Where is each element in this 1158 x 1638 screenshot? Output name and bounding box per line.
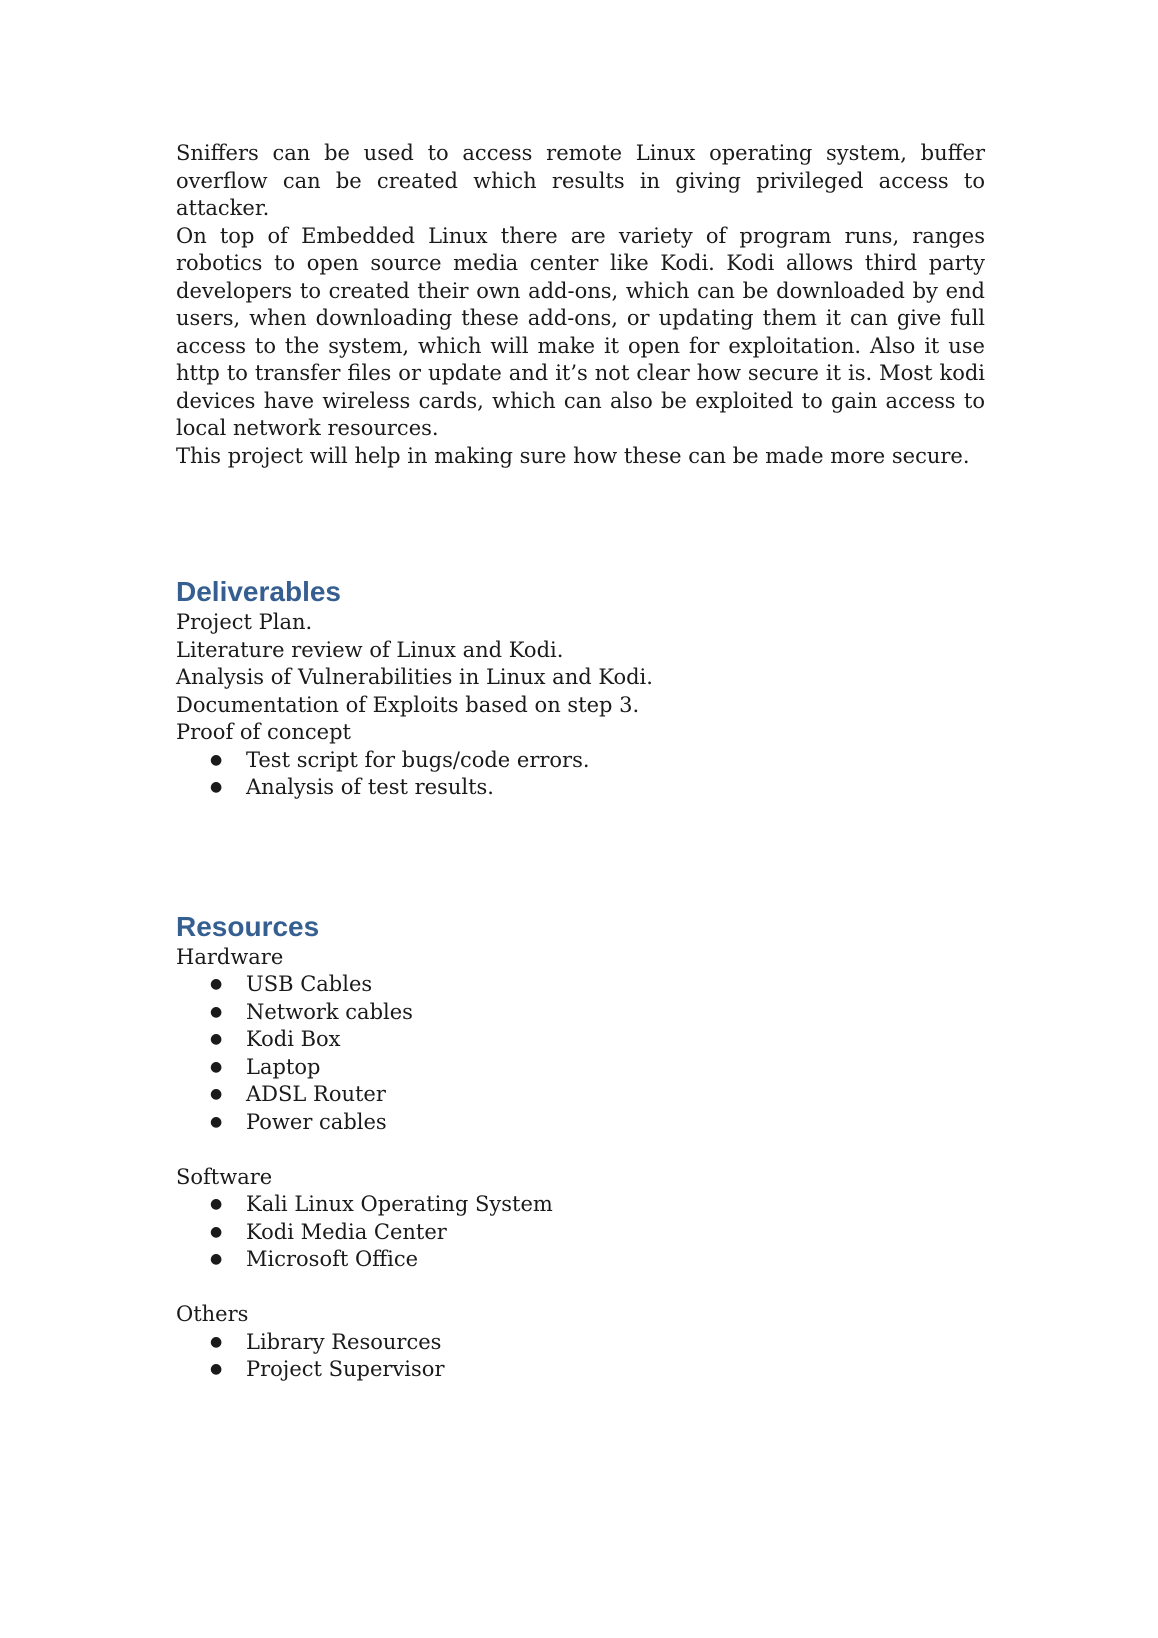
list-item-text: USB Cables xyxy=(246,972,373,996)
list-item-text: Power cables xyxy=(246,1109,387,1134)
others-label: Others xyxy=(176,1302,249,1326)
resources-heading: Resources xyxy=(176,910,320,942)
software-list xyxy=(176,1191,985,1274)
bullet-icon: ● xyxy=(210,1196,223,1212)
list-item xyxy=(176,999,985,1027)
list-item-text: Microsoft Office xyxy=(246,1247,419,1271)
list-item xyxy=(176,1191,985,1219)
bullet-icon: ● xyxy=(210,1113,223,1130)
hardware-list xyxy=(176,971,985,1136)
deliverable-line: Documentation of Exploits based on step 3. xyxy=(176,692,640,717)
list-item-text: Kodi Box xyxy=(246,1027,341,1051)
bullet-icon: ● xyxy=(210,1086,223,1102)
list-item xyxy=(176,1219,985,1247)
deliverable-line: Proof of concept xyxy=(176,720,351,744)
deliverable-line: Analysis of Vulnerabilities in Linux and Kodi. xyxy=(176,665,653,689)
list-item-text: Test script for bugs/code errors. xyxy=(246,747,590,772)
spacer xyxy=(176,1274,985,1302)
list-item-text: Laptop xyxy=(246,1054,321,1079)
list-item xyxy=(176,1026,985,1054)
list-item xyxy=(176,747,985,775)
list-item-text: Project Supervisor xyxy=(246,1357,445,1381)
list-item xyxy=(176,971,985,999)
bullet-icon: ● xyxy=(210,1223,223,1240)
spacer xyxy=(176,1136,985,1164)
others-list xyxy=(176,1329,985,1384)
document-page xyxy=(176,140,985,1384)
list-item xyxy=(176,774,985,802)
intro-paragraph-2: On top of Embedded Linux there are variety of program runs, ranges robotics to open source media center like Kodi. Kodi allows third party developers to created their own add-ons, which can be downloaded by end users, when downloading these add-ons, or updating them it can give full access to the system, which will make it open for exploitation. Also it use http to transfer files or update and it’s not clear how secure it is. Most kodi devices have wireless cards, which can also be exploited to gain access to local network resources. xyxy=(176,223,985,440)
list-item-text: Kodi Media Center xyxy=(246,1219,447,1244)
bullet-icon: ● xyxy=(210,976,223,992)
deliverable-line: Project Plan. xyxy=(176,610,313,634)
list-item xyxy=(176,1054,985,1082)
list-item-text: Analysis of test results. xyxy=(246,775,494,799)
intro-paragraph-3: This project will help in making sure how these can be made more secure. xyxy=(176,443,970,468)
list-item-text: Network cables xyxy=(246,999,413,1024)
bullet-icon: ● xyxy=(210,1058,223,1075)
bullet-icon: ● xyxy=(210,1003,223,1020)
bullet-icon: ● xyxy=(210,779,223,795)
list-item-text: Kali Linux Operating System xyxy=(246,1192,553,1216)
bullet-icon: ● xyxy=(210,1251,223,1267)
list-item xyxy=(176,1356,985,1384)
deliverables-bullet-list xyxy=(176,747,985,802)
intro-paragraph-1: Sniffers can be used to access remote Linux operating system, buffer overflow can be created which results in giving privileged access to attacker. xyxy=(176,141,985,220)
list-item-text: Library Resources xyxy=(246,1329,442,1354)
hardware-label: Hardware xyxy=(176,944,284,969)
bullet-icon: ● xyxy=(210,751,223,768)
bullet-icon: ● xyxy=(210,1361,223,1377)
list-item xyxy=(176,1329,985,1357)
list-item-text: ADSL Router xyxy=(246,1082,386,1106)
software-label: Software xyxy=(176,1164,273,1189)
bullet-icon: ● xyxy=(210,1333,223,1350)
bullet-icon: ● xyxy=(210,1031,223,1047)
list-item xyxy=(176,1109,985,1137)
list-item xyxy=(176,1081,985,1109)
deliverable-line: Literature review of Linux and Kodi. xyxy=(176,637,564,662)
deliverables-heading: Deliverables xyxy=(176,576,341,607)
list-item xyxy=(176,1246,985,1274)
